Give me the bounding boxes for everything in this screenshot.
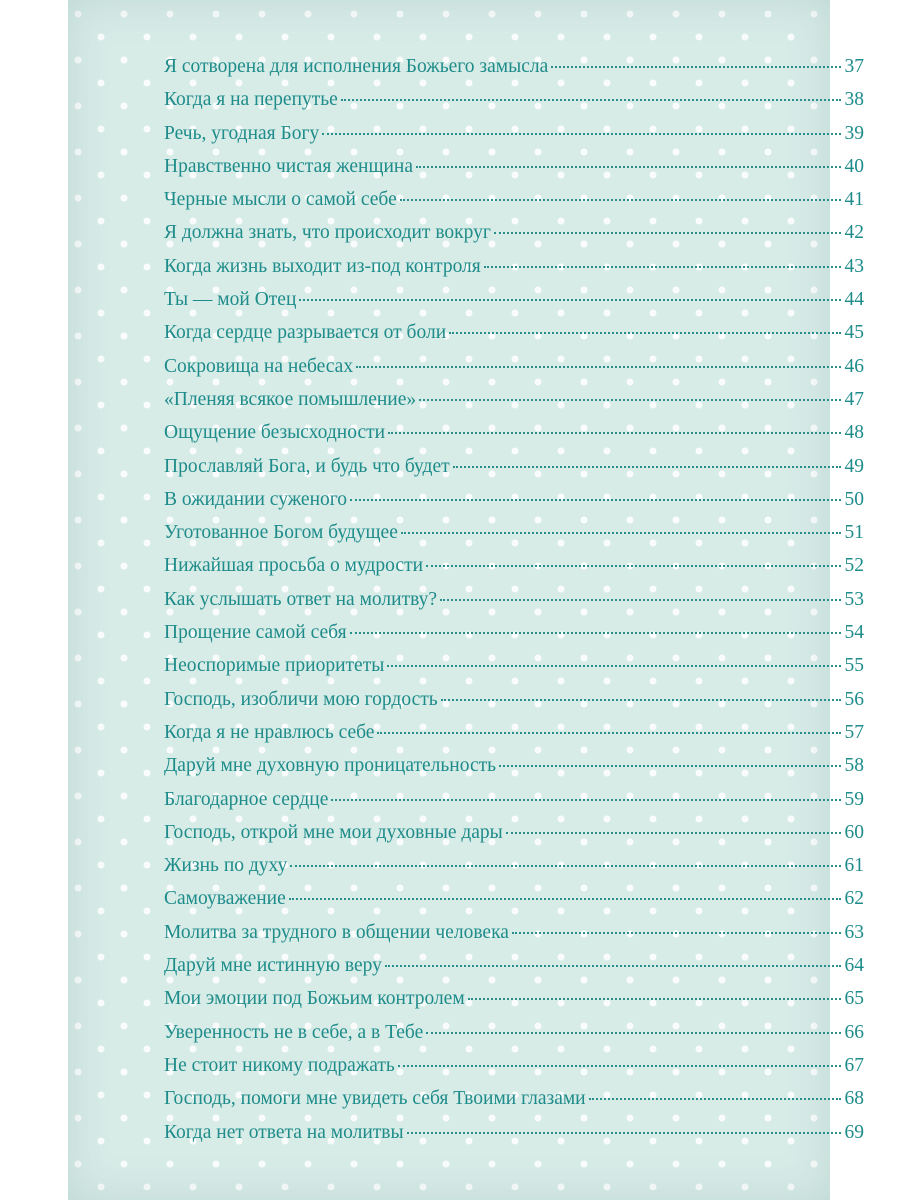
- toc-entry-title: Молитва за трудного в общении человека: [164, 921, 509, 943]
- dot-leader: [551, 66, 840, 68]
- dot-leader: [407, 1132, 841, 1134]
- toc-entry-title: Благодарное сердце: [164, 788, 329, 810]
- toc-entry: [164, 649, 864, 682]
- dot-leader: [494, 232, 841, 234]
- toc-entry-page: 44: [844, 289, 864, 311]
- dot-leader: [506, 832, 841, 834]
- toc-entry-title: Жизнь по духу: [164, 855, 288, 877]
- toc-entry-title: Когда сердце разрывается от боли: [164, 322, 447, 344]
- toc-entry-page: 57: [844, 721, 864, 743]
- book-page: [68, 0, 864, 1200]
- toc-entry-title: Даруй мне духовную проницательность: [164, 755, 497, 777]
- toc-entry-page: 48: [844, 422, 864, 444]
- toc-entry-page: 37: [844, 56, 864, 77]
- toc-entry: [164, 216, 864, 249]
- toc-entry-title: Когда нет ответа на молитвы: [164, 1121, 404, 1143]
- toc-entry: [164, 283, 864, 316]
- toc-entry: [164, 882, 864, 915]
- toc-entry-title: Господь, открой мне мои духовные дары: [164, 821, 503, 843]
- toc-entry: [164, 849, 864, 882]
- toc-entry-page: 50: [844, 488, 864, 510]
- toc-entry-page: 40: [844, 155, 864, 177]
- toc-entry-title: Мои эмоции под Божьим контролем: [164, 988, 465, 1010]
- toc-entry-title: Я должна знать, что происходит вокруг: [164, 222, 491, 244]
- dot-leader: [484, 266, 841, 268]
- toc-entry-page: 46: [844, 355, 864, 377]
- toc-entry-page: 67: [844, 1054, 864, 1076]
- toc-entry-page: 59: [844, 788, 864, 810]
- dot-leader: [449, 332, 840, 334]
- toc-entry-page: 61: [844, 855, 864, 877]
- toc-entry: [164, 916, 864, 949]
- toc-entry-title: Я сотворена для исполнения Божьего замысла: [164, 56, 549, 77]
- toc-entry-page: 38: [844, 89, 864, 111]
- toc-entry: [164, 83, 864, 116]
- toc-entry: [164, 183, 864, 216]
- toc-entry: [164, 749, 864, 782]
- toc-entry: [164, 1116, 864, 1149]
- toc-entry-title: «Пленяя всякое помышление»: [164, 388, 417, 410]
- toc-entry-page: 66: [844, 1021, 864, 1043]
- dot-leader: [331, 799, 840, 801]
- dot-leader: [499, 765, 840, 767]
- dot-leader: [440, 599, 840, 601]
- toc-entry-title: Неоспоримые приоритеты: [164, 655, 385, 677]
- dot-leader: [322, 133, 840, 135]
- toc-entry-title: Ощущение безысходности: [164, 422, 386, 444]
- toc-entry-title: Нравственно чистая женщина: [164, 155, 414, 177]
- toc-entry-page: 53: [844, 588, 864, 610]
- toc-entry: [164, 1049, 864, 1082]
- dot-leader: [385, 965, 841, 967]
- toc-entry: [164, 383, 864, 416]
- dot-leader: [356, 366, 840, 368]
- toc-entry: [164, 816, 864, 849]
- dot-leader: [441, 699, 841, 701]
- dot-leader: [350, 499, 840, 501]
- dot-leader: [299, 299, 840, 301]
- toc-entry-page: 51: [844, 522, 864, 544]
- dot-leader: [401, 532, 841, 534]
- toc-entry: [164, 416, 864, 449]
- toc-entry: [164, 117, 864, 150]
- toc-entry: [164, 350, 864, 383]
- toc-entry-title: Господь, помоги мне увидеть себя Твоими глазами: [164, 1088, 586, 1110]
- toc-entry-title: Даруй мне истинную веру: [164, 955, 382, 977]
- toc-entry: [164, 716, 864, 749]
- toc-entry-page: 56: [844, 688, 864, 710]
- toc-entry-page: 43: [844, 255, 864, 277]
- toc-entry-page: 68: [844, 1088, 864, 1110]
- toc-entry: [164, 450, 864, 483]
- toc-entry-title: Господь, изобличи мою гордость: [164, 688, 438, 710]
- toc-entry-title: Самоуважение: [164, 888, 286, 910]
- toc-entry: [164, 616, 864, 649]
- toc-entry-page: 63: [844, 921, 864, 943]
- toc-entry-title: Как услышать ответ на молитву?: [164, 588, 438, 610]
- dot-leader: [398, 1065, 841, 1067]
- dot-leader: [426, 1032, 840, 1034]
- toc-entry-page: 55: [844, 655, 864, 677]
- toc-entry-title: Когда я не нравлюсь себе: [164, 721, 375, 743]
- toc-entry-page: 42: [844, 222, 864, 244]
- toc-entry-page: 62: [844, 888, 864, 910]
- dot-leader: [350, 632, 841, 634]
- toc-entry-page: 65: [844, 988, 864, 1010]
- dot-leader: [290, 865, 840, 867]
- toc-entry: [164, 683, 864, 716]
- table-of-contents: [164, 50, 864, 1149]
- toc-entry-page: 54: [844, 622, 864, 644]
- toc-entry: [164, 1082, 864, 1115]
- toc-entry: [164, 949, 864, 982]
- dot-leader: [377, 732, 840, 734]
- toc-entry-title: Ты — мой Отец: [164, 289, 297, 311]
- toc-entry-title: Сокровища на небесах: [164, 355, 354, 377]
- toc-entry: [164, 316, 864, 349]
- dot-leader: [419, 399, 840, 401]
- toc-entry: [164, 583, 864, 616]
- toc-entry-title: Прославляй Бога, и будь что будет: [164, 455, 450, 477]
- toc-entry-page: 47: [844, 388, 864, 410]
- toc-entry-page: 49: [844, 455, 864, 477]
- toc-entry: [164, 150, 864, 183]
- toc-entry-page: 45: [844, 322, 864, 344]
- toc-entry: [164, 250, 864, 283]
- toc-entry: [164, 549, 864, 582]
- toc-entry: [164, 982, 864, 1015]
- toc-entry: [164, 483, 864, 516]
- dot-leader: [387, 665, 840, 667]
- toc-entry: [164, 783, 864, 816]
- toc-entry-title: Нижайшая просьба о мудрости: [164, 555, 424, 577]
- toc-entry-title: Речь, угодная Богу: [164, 122, 320, 144]
- toc-entry-page: 39: [844, 122, 864, 144]
- toc-entry-title: Не стоит никому подражать: [164, 1054, 395, 1076]
- dot-leader: [512, 932, 841, 934]
- toc-entry-title: Прощение самой себя: [164, 622, 347, 644]
- toc-entry-page: 60: [844, 821, 864, 843]
- toc-entry-title: Уверенность не в себе, а в Тебе: [164, 1021, 424, 1043]
- dot-leader: [426, 565, 840, 567]
- toc-entry-title: Черные мысли о самой себе: [164, 189, 397, 211]
- toc-entry: [164, 50, 864, 83]
- toc-entry: [164, 1016, 864, 1049]
- dot-leader: [388, 432, 840, 434]
- toc-entry-page: 69: [844, 1121, 864, 1143]
- dot-leader: [416, 166, 840, 168]
- toc-entry-page: 41: [844, 189, 864, 211]
- dot-leader: [589, 1098, 841, 1100]
- toc-entry-title: Когда жизнь выходит из-под контроля: [164, 255, 481, 277]
- dot-leader: [341, 99, 841, 101]
- toc-entry-page: 58: [844, 755, 864, 777]
- toc-entry-title: Уготованное Богом будущее: [164, 522, 398, 544]
- dot-leader: [400, 199, 841, 201]
- dot-leader: [468, 998, 841, 1000]
- dot-leader: [453, 466, 841, 468]
- toc-entry: [164, 516, 864, 549]
- toc-entry-page: 52: [844, 555, 864, 577]
- dot-leader: [289, 898, 841, 900]
- toc-entry-title: В ожидании суженого: [164, 488, 348, 510]
- toc-entry-title: Когда я на перепутье: [164, 89, 338, 111]
- toc-entry-page: 64: [844, 955, 864, 977]
